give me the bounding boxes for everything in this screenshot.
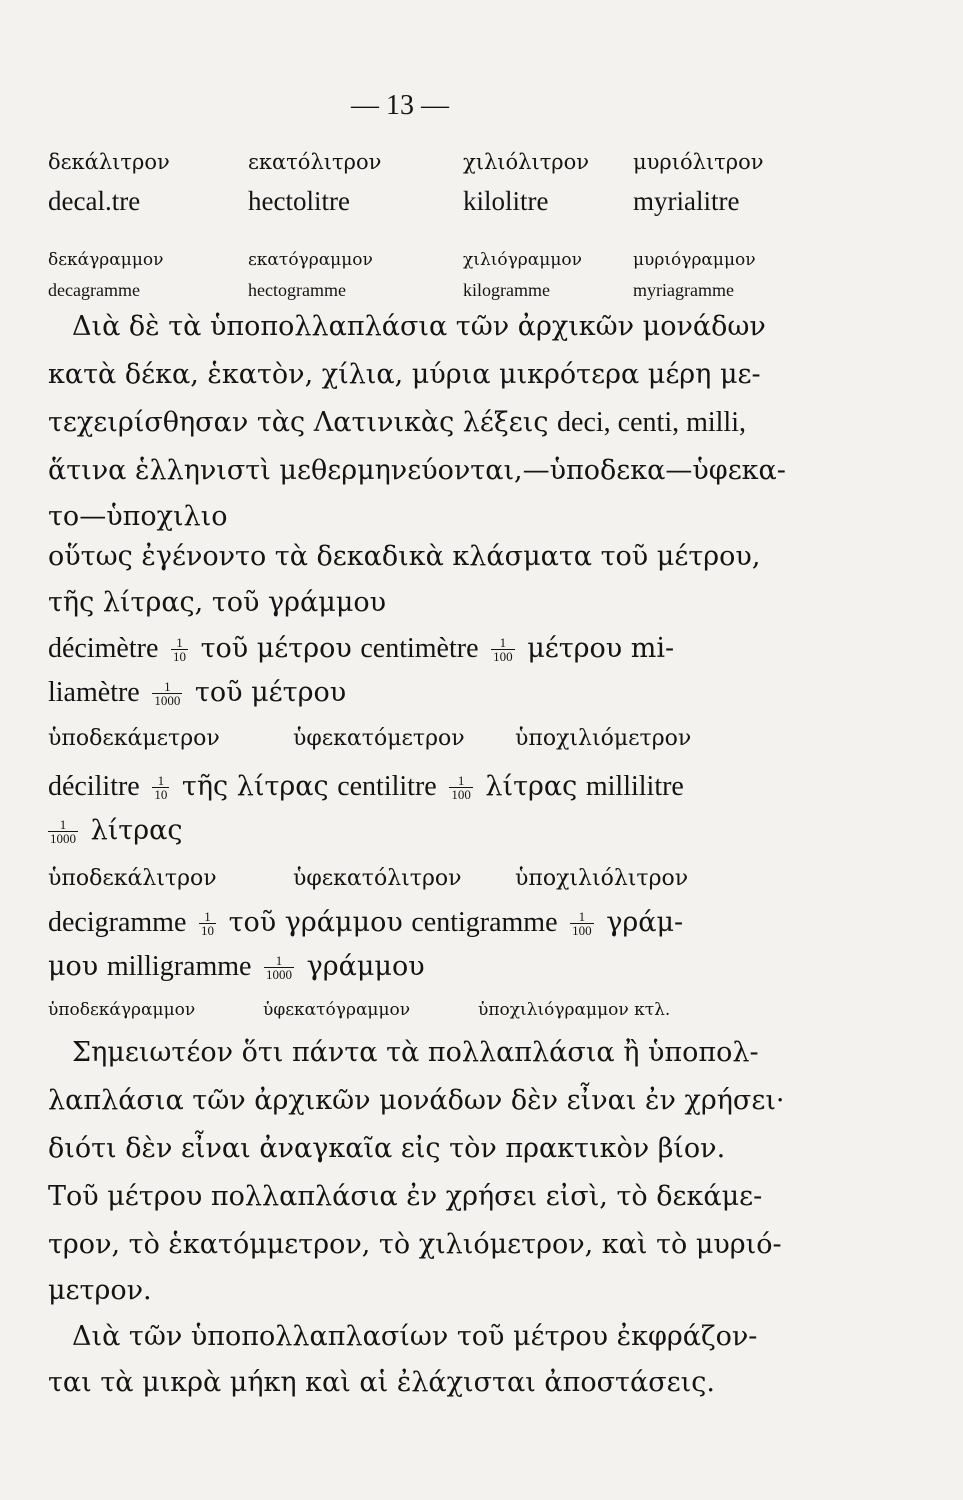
- fraction-num: 1: [491, 636, 515, 650]
- text-line: Τοῦ μέτρου πολλαπλάσια ἐν χρήσει εἰσὶ, τὸ δεκάμε-: [48, 1181, 763, 1212]
- text-line: μετρον.: [48, 1275, 152, 1306]
- latin-span: deci, centi, milli,: [557, 407, 746, 438]
- unit-latin: hectolitre: [248, 186, 350, 216]
- unit-greek: μυριόγραμμον: [633, 250, 756, 270]
- latin-span: centigramme: [411, 907, 558, 938]
- unit-latin: decagramme: [48, 280, 140, 300]
- text-line: [48, 676, 748, 710]
- text-line: το—ὑποχιλιο: [48, 501, 228, 532]
- fraction-num: 1: [152, 680, 182, 694]
- text-line: [48, 814, 748, 848]
- text-line: διότι δὲν εἶναι ἀναγκαῖα εἰς τὸν πρακτικὸν βίον.: [48, 1133, 726, 1164]
- unit-greek: ὑποχιλιόμετρον: [515, 726, 692, 751]
- unit-greek: εκατόλιτρον: [248, 150, 382, 174]
- fraction-den: 1000: [266, 967, 293, 982]
- unit-greek: ὑποδεκάλιτρον: [48, 866, 217, 891]
- latin-span: millilitre: [585, 771, 684, 802]
- text-line: Διὰ τῶν ὑποπολλαπλασίων τοῦ μέτρου ἐκφράζον-: [72, 1321, 758, 1352]
- fraction-den: 1000: [154, 693, 181, 708]
- text-line: [48, 906, 748, 940]
- latin-span: décilitre: [48, 771, 140, 802]
- page-number: — 13 —: [351, 90, 449, 121]
- fraction-num: 1: [48, 818, 78, 832]
- fraction-num: 1: [449, 774, 473, 788]
- unit-latin: decal.tre: [48, 186, 141, 216]
- unit-greek: χιλιόλιτρον: [463, 150, 590, 174]
- unit-latin: kilolitre: [463, 186, 549, 216]
- text-span: τοῦ μέτρου: [194, 677, 347, 708]
- unit-greek: χιλιόγραμμον: [463, 250, 582, 270]
- unit-greek: ὑφεκατόμετρον: [293, 726, 465, 751]
- subunits-row-metre: [48, 726, 768, 751]
- text-line: [48, 950, 748, 984]
- unit-greek: μυριόλιτρον: [633, 150, 764, 174]
- text-line: [48, 632, 748, 666]
- text-span: λίτρας: [485, 771, 578, 802]
- text-span: τεχειρίσθησαν τὰς Λατινικὰς λέξεις: [48, 407, 549, 438]
- text-line: ται τὰ μικρὰ μήκη καὶ αἱ ἐλάχισται ἀποστάσεις.: [48, 1367, 715, 1398]
- latin-span: centilitre: [337, 771, 437, 802]
- text-line: λαπλάσια τῶν ἀρχικῶν μονάδων δὲν εἶναι ἐν χρήσει·: [48, 1085, 785, 1116]
- fraction: [491, 636, 515, 663]
- text-span: γράμμου: [306, 951, 425, 982]
- fraction-den: 1000: [50, 831, 76, 846]
- text-span: γράμ-: [606, 907, 684, 938]
- fraction: [199, 910, 216, 937]
- text-line: [48, 406, 748, 440]
- fraction: [152, 680, 182, 707]
- text-span: μέτρου mi-: [527, 633, 675, 664]
- unit-greek: ὑφεκατόλιτρον: [293, 866, 462, 891]
- unit-latin: hectogramme: [248, 280, 346, 300]
- subunits-row-gram: [48, 1000, 768, 1020]
- latin-span: milligramme: [106, 951, 252, 982]
- fraction: [570, 910, 594, 937]
- units-row-gram-greek: [48, 250, 768, 270]
- fraction-num: 1: [199, 910, 216, 924]
- unit-latin: kilogramme: [463, 280, 550, 300]
- text-span: τοῦ γράμμου: [228, 907, 403, 938]
- fraction-den: 100: [451, 787, 471, 802]
- latin-span: décimètre: [48, 633, 159, 664]
- fraction-den: 10: [154, 787, 168, 802]
- subunits-row-litre: [48, 866, 768, 891]
- unit-latin: myriagramme: [633, 280, 734, 300]
- latin-span: centimètre: [360, 633, 479, 664]
- unit-greek: ὑφεκατόγραμμον: [263, 1000, 411, 1020]
- fraction-den: 100: [493, 649, 513, 664]
- text-span: λίτρας: [90, 815, 183, 846]
- unit-greek: ὑποχιλιόλιτρον: [515, 866, 689, 891]
- fraction-den: 100: [572, 923, 592, 938]
- fraction: [152, 774, 169, 801]
- unit-greek: ὑποχιλιόγραμμον κτλ.: [478, 1000, 671, 1020]
- text-line: οὕτως ἐγένοντο τὰ δεκαδικὰ κλάσματα τοῦ μέτρου,: [48, 541, 761, 572]
- fraction: [449, 774, 473, 801]
- unit-greek: δεκάλιτρον: [48, 150, 170, 174]
- fraction: [171, 636, 188, 663]
- fraction-num: 1: [264, 954, 294, 968]
- text-span: τῆς λίτρας: [181, 771, 329, 802]
- units-row-gram-latin: [48, 280, 768, 301]
- unit-greek: εκατόγραμμον: [248, 250, 373, 270]
- text-line: τρον, τὸ ἑκατόμμετρον, τὸ χιλιόμετρον, καὶ τὸ μυριό-: [48, 1229, 782, 1260]
- unit-greek: δεκάγραμμον: [48, 250, 164, 270]
- unit-latin: myrialitre: [633, 186, 740, 216]
- unit-greek: ὑποδεκάγραμμον: [48, 1000, 196, 1020]
- text-line: Σημειωτέον ὅτι πάντα τὰ πολλαπλάσια ἢ ὑποπολ-: [72, 1037, 759, 1068]
- fraction: [48, 818, 78, 845]
- text-line: [48, 770, 748, 804]
- text-line: Διὰ δὲ τὰ ὑποπολλαπλάσια τῶν ἀρχικῶν μονάδων: [72, 311, 766, 342]
- fraction-num: 1: [171, 636, 188, 650]
- units-row-litre-latin: [48, 186, 768, 217]
- unit-greek: ὑποδεκάμετρον: [48, 726, 220, 751]
- text-line: τῆς λίτρας, τοῦ γράμμου: [48, 587, 387, 618]
- fraction-den: 10: [172, 649, 186, 664]
- fraction-num: 1: [570, 910, 594, 924]
- text-span: μου: [48, 951, 99, 982]
- fraction-den: 10: [200, 923, 214, 938]
- units-row-litre-greek: [48, 150, 768, 174]
- latin-span: liamètre: [48, 677, 140, 708]
- fraction-num: 1: [152, 774, 169, 788]
- fraction: [264, 954, 294, 981]
- text-line: ἅτινα ἑλληνιστὶ μεθερμηνεύονται,—ὑποδεκα—ὑφεκα-: [48, 455, 786, 486]
- text-span: τοῦ μέτρου: [200, 633, 352, 664]
- text-line: κατὰ δέκα, ἑκατὸν, χίλια, μύρια μικρότερα μέρη με-: [48, 359, 761, 390]
- latin-span: decigramme: [48, 907, 187, 938]
